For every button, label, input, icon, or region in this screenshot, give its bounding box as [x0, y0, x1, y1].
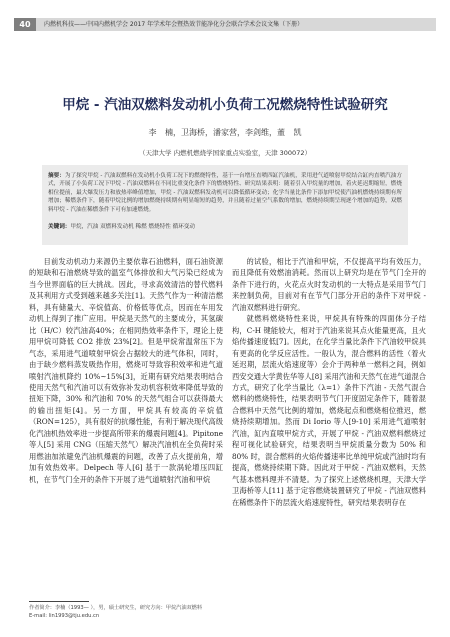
footnote-divider — [29, 601, 89, 602]
abstract-label: 摘要： — [48, 173, 65, 179]
footnote-email: E-mail: lin1993@tju.edu.cn — [29, 613, 100, 619]
abstract — [48, 172, 402, 214]
paper-title: 甲烷 - 汽油双燃料发动机小负荷工况燃烧特性试验研究 — [62, 97, 388, 113]
footnote-author-bio: 作者简介：李楠（1993— ），男，硕士研究生，研究方向：甲烷汽油双燃料 — [29, 605, 203, 611]
author-list: 李 楠，卫海桥，潘家营，李剑维，董 凯 — [148, 128, 302, 137]
affiliation: （天津大学 内燃机燃烧学国家重点实验室，天津 300072） — [139, 149, 311, 157]
body-paragraph: 就燃料燃烧特性来说，甲烷具有特殊的四面体分子结构，C-H 键能较大，相对于汽油来说其点火能量更高，且火焰传播速度低[7]。因此，在化学当量比条件下汽油较甲烷具有更高的化学反应活性。一般认为，混合燃料的活性（着火延迟期，层流火焰速度等）会介于两种单一燃料之间，例如西安交通大学黄佐华等人[8] 采用汽油和天然气在进气道混合方式，研究了化学当量比（λ=1）条件下汽油 - 天然气混合燃料的燃烧特性，结果表明节气门开度固定条件下，随着混合燃料中天然气比例的增加，燃烧起点和燃烧相位推迟，燃烧持续期增加。然而 Di Iorio 等人[9-10] 采用进气道喷射汽油，缸内直喷甲烷方式，开展了甲烷 - 汽油双燃料燃烧过程可视化试验研究，结果表明当甲烷质量分数为 50% 和 80% 时，混合燃料的火焰传播速率比单纯甲烷或汽油时均有提高，燃烧持续期下降。因此对于甲烷 - 汽油双燃料，天然气基本燃料理并不清楚。为了探究上述燃烧机理，天津大学卫海桥等人[11] 基于定容燃烧装置研究了甲烷 - 汽油双燃料在稀燃条件下的层流火焰速度特性，研究结果表明存在 — [232, 314, 426, 507]
abstract-text: 为了探究甲烷 - 汽油双燃料在发动机小负荷工况下的燃烧特性，基于一台增压直喷四缸汽油机，采用进气道喷射甲烷结合缸内直喷汽油方式，开展了小负荷工况下甲烷 - 汽油双燃料在不同比重变化条件下的燃烧特性、研究结果表明：随着引入甲烷量的增加，着火延迟期缩短，燃烧相位提前，最大爆发压力和放热率峰值增加，甲烷 - 汽油双燃料发动机可以降低循环变动；化学当量比条件下添加甲烷使汽油机燃烧持续期有所增加；稀燃条件下，随着甲烷比例的增加燃烧持续期有明显缩短的趋势，并且随着过量空气系数的增加，燃烧持续期呈现逐个增加的趋势，双燃料甲烷 - 汽油在稀燃条件下可有加速燃烧。 — [48, 173, 402, 213]
body-column-right — [232, 256, 426, 508]
keywords-text: 甲烷，汽油 双燃料发动机 稀燃 燃烧特性 循环变动 — [70, 224, 195, 230]
abstract-box — [42, 165, 408, 245]
keywords — [48, 223, 402, 231]
keywords-label: 关键词： — [48, 224, 71, 230]
body-paragraph: 的试验，相比于汽油和甲烷，不仅提高平均有效压力，而且降低有效燃油消耗。然而以上研究均是在节气门全开的条件下进行的，火花点火时发动机的一大特点是采用节气门来控制负荷，目前对有在节气门部分开启的条件下对甲烷 - 汽油双燃料进行研究。 — [232, 257, 426, 312]
page-number: 40 — [14, 18, 36, 31]
running-title: 内燃机科技——中国内燃机学会 2017 年学术年会暨热效节能净化分会联合学术会议文集（下册） — [44, 21, 304, 28]
running-header — [14, 18, 436, 31]
body-column-left — [29, 256, 223, 485]
footnote — [29, 604, 225, 620]
body-paragraph: 目前发动机动力来源仍主要依靠石油燃料，面石油资源的短缺和石油燃烧导致的温室气体排放和大气污染已经成为当今世界面临的巨大挑战。因此，寻求高效清洁的替代燃料及其利用方式受到越来越多关注[1]。天然气作为一种清洁燃料，具有储量大、辛烷值高、价格低等优点，因而在车用发动机上得到了推广应用。甲烷是天然气的主要成分，其氢碳比（H/C）较汽油高40%；在相同热效率条件下，理论上使用甲烷可降低 CO2 排放 23%[2]。但是甲烷常温常压下为气态，采用进气道喷射甲烷会占据较大的进气体积，同时，由于缺少燃料蒸发吸热作用，燃烧可导致容积效率和进气道喷射汽油机降约 10%~15%[3]，近期有研究结果表明结合使用天然气和汽油可以有效弥补发动机容积效率降低导致的扭矩下降，30% 和汽油和 70% 的天然气组合可以获得最大的输出扭矩[4]。另一方面，甲烷具有较高的辛烷值（RON=125），具有很好的抗爆性能，有利于解决现代高级化汽油机热效率进一步提高所带来的爆震问题[4]。Pipitone 等人[5] 采用 CNG（压缩天然气）解决汽油机在全负荷时采用燃油加浓避免汽油机爆震的问题，改善了点火提前角，增加有效热效率。Delpech 等人[6] 基于一款涡轮增压四缸机，在节气门全开的条件下开展了进气道喷射汽油和甲烷 — [29, 257, 223, 484]
